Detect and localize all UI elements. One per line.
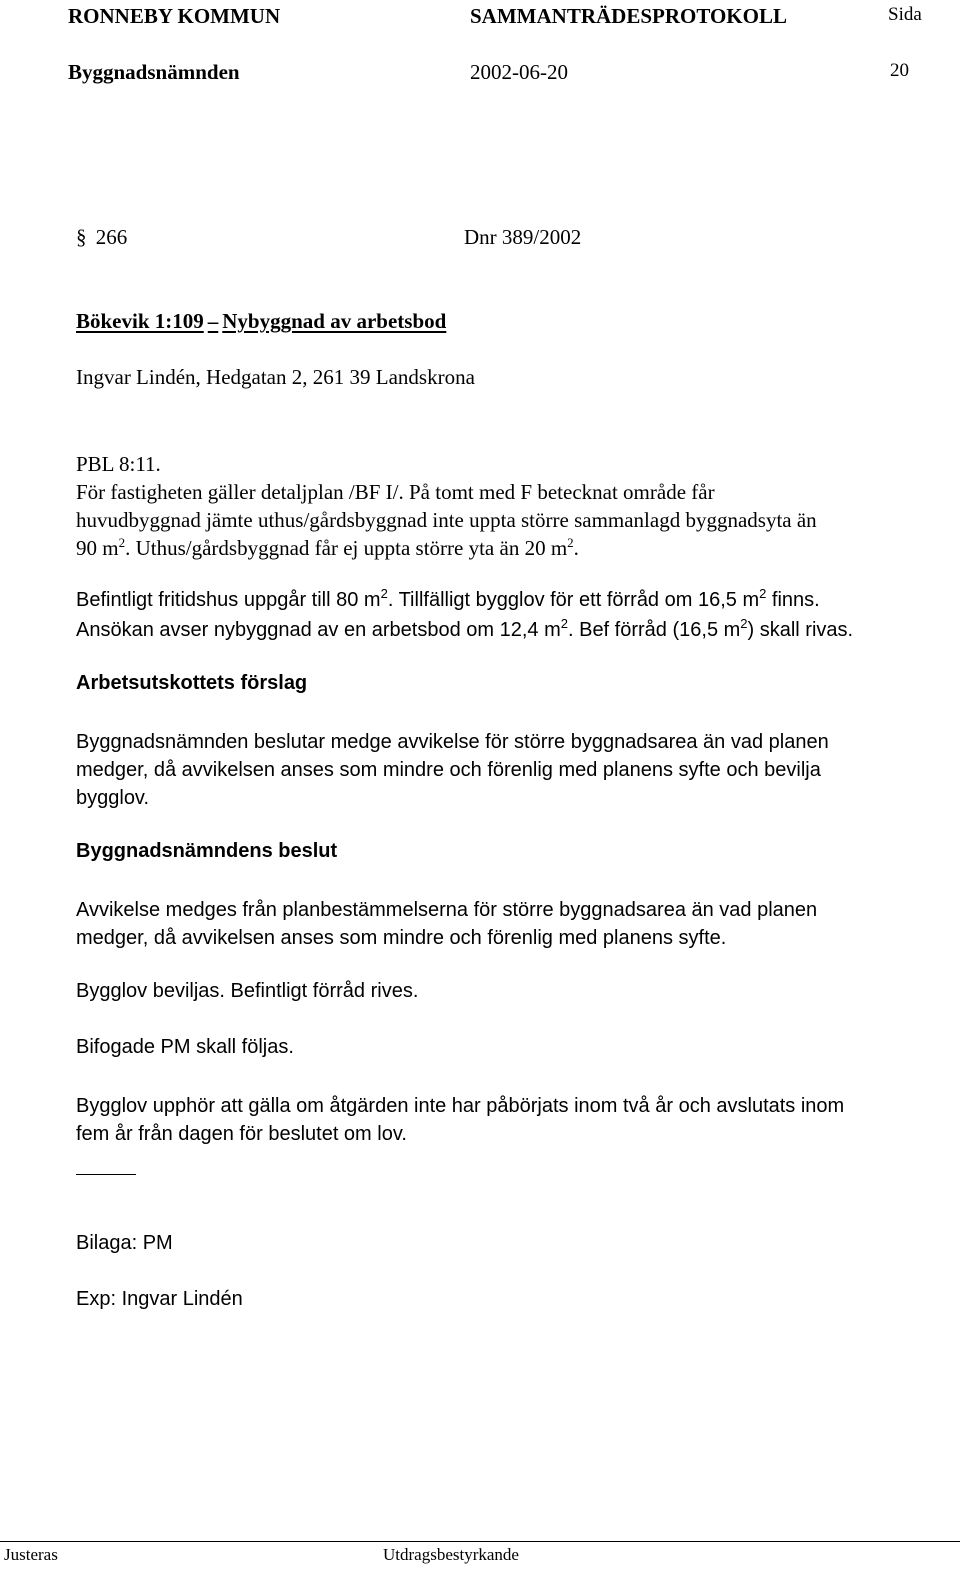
proposal-text: [76, 728, 936, 812]
section-number: 266: [95, 225, 128, 249]
case-title-dash: –: [207, 309, 219, 333]
attachment-bilaga: Bilaga: PM: [76, 1232, 173, 1254]
case-title-property: Bökevik 1:109: [76, 309, 204, 333]
header-doc-type: SAMMANTRÄDESPROTOKOLL: [470, 4, 787, 28]
header-org: RONNEBY KOMMUN: [68, 4, 281, 28]
decision-line: Bygglov upphör att gälla om åtgärden inte har påbörjats inom två år och avslutats inom: [76, 1095, 845, 1117]
proposal-line: bygglov.: [76, 787, 150, 809]
section-symbol: §: [76, 225, 87, 249]
decision-p3: Bifogade PM skall följas.: [76, 1036, 294, 1058]
existing-line: Befintligt fritidshus uppgår till 80 $m^2$. Tillfälligt bygglov för ett förråd om 16,5 $m^2$ finns.: [76, 586, 820, 611]
header-page-number: 20: [890, 60, 909, 81]
header-date: 2002-06-20: [470, 60, 568, 84]
decision-p1: [76, 896, 936, 952]
header-page-label: Sida: [888, 4, 922, 25]
proposal-line: Byggnadsnämnden beslutar medge avvikelse för större byggnadsarea än vad planen: [76, 731, 829, 753]
separator-rule: [76, 1174, 136, 1175]
description-line: 90 $m^2$. Uthus/gårdsbyggnad får ej uppta större yta än 20 $m^2$.: [76, 535, 579, 560]
footer-rule: [0, 1541, 960, 1542]
description-line: huvudbyggnad jämte uthus/gårdsbyggnad inte uppta större sammanlagd byggnadsyta än: [76, 508, 817, 532]
decision-line: Avvikelse medges från planbestämmelserna för större byggnadsarea än vad planen: [76, 899, 818, 921]
description-line: PBL 8:11.: [76, 452, 161, 476]
application-line: Ansökan avser nybyggnad av en arbetsbod om 12,4 $m^2$. Bef förråd (16,5 $m^2$) skall rivas.: [76, 616, 854, 641]
description: [76, 450, 936, 565]
footer-utdragsbestyrkande: Utdragsbestyrkande: [383, 1545, 519, 1564]
proposal-line: medger, då avvikelsen anses som mindre och förenlig med planens syfte och bevilja: [76, 759, 821, 781]
footer-justeras: Justeras: [4, 1545, 58, 1564]
decision-heading: Byggnadsnämndens beslut: [76, 840, 338, 862]
attachment-exp: Exp: Ingvar Lindén: [76, 1288, 243, 1310]
existing-info: [76, 586, 936, 646]
decision-line: medger, då avvikelsen anses som mindre och förenlig med planens syfte.: [76, 927, 727, 949]
applicant: Ingvar Lindén, Hedgatan 2, 261 39 Landskrona: [76, 365, 475, 389]
decision-p4: [76, 1092, 936, 1148]
proposal-heading: Arbetsutskottets förslag: [76, 672, 308, 694]
description-line: För fastigheten gäller detaljplan /BF I/. På tomt med F betecknat område får: [76, 480, 715, 504]
header-committee: Byggnadsnämnden: [68, 60, 240, 84]
decision-p2: Bygglov beviljas. Befintligt förråd rives.: [76, 980, 419, 1002]
dnr: Dnr 389/2002: [464, 225, 582, 249]
decision-line: fem år från dagen för beslutet om lov.: [76, 1123, 407, 1145]
section-line: [76, 223, 127, 251]
case-title-action: Nybyggnad av arbetsbod: [222, 309, 447, 333]
case-title: [76, 307, 446, 335]
